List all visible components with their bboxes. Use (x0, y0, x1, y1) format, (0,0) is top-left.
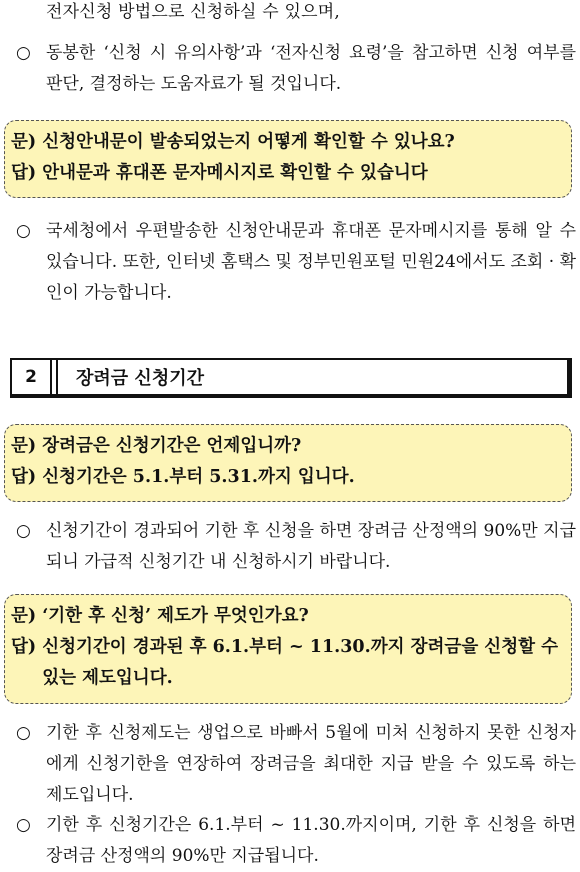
bullet-text: 기한 후 신청제도는 생업으로 바빠서 5월에 미처 신청하지 못한 신청자에게 신청기한을 연장하여 장려금을 최대한 지급 받을 수 있도록 하는 제도입니다. (46, 723, 576, 805)
answer-text: 안내문과 휴대폰 문자메시지로 확인할 수 있습니다 (42, 163, 428, 183)
question-prefix: 문) (11, 606, 37, 626)
text-line-fragment: 전자신청 방법으로 신청하실 수 있으며, (46, 2, 340, 22)
section-header (10, 358, 572, 398)
qa-box (4, 120, 572, 198)
bullet-item (16, 216, 576, 309)
bullet-text: 기한 후 신청기간은 6.1.부터 ~ 11.30.까지이며, 기한 후 신청을 하면 장려금 산정액의 90%만 지급됩니다. (46, 815, 576, 866)
section-title: 장려금 신청기간 (76, 368, 204, 389)
qa-box (4, 424, 572, 502)
bullet-circle: ○ (16, 43, 31, 63)
question-text: 신청안내문이 발송되었는지 어떻게 확인할 수 있나요? (42, 132, 455, 152)
bullet-text: 신청기간이 경과되어 기한 후 신청을 하면 장려금 산정액의 90%만 지급되니 가급적 신청기간 내 신청하시기 바랍니다. (46, 521, 576, 572)
bullet-circle: ○ (16, 521, 31, 541)
question-row (11, 601, 563, 632)
bullet-item (16, 810, 576, 872)
question-text: ‘기한 후 신청’ 제도가 무엇인가요? (42, 606, 309, 626)
answer-prefix: 답) (11, 163, 37, 183)
question-text: 장려금은 신청기간은 언제입니까? (42, 436, 302, 456)
bullet-text: 국세청에서 우편발송한 신청안내문과 휴대폰 문자메시지를 통해 알 수 있습니다. 또한, 인터넷 홈택스 및 정부민원포털 민원24에서도 조회 · 확인이 가능합니다. (46, 221, 576, 303)
bullet-item (16, 516, 576, 578)
question-prefix: 문) (11, 132, 37, 152)
bullet-text: 동봉한 ‘신청 시 유의사항’과 ‘전자신청 요령’을 참고하면 신청 여부를 판단, 결정하는 도움자료가 될 것입니다. (46, 43, 576, 94)
answer-row (11, 462, 563, 493)
answer-text: 신청기간이 경과된 후 6.1.부터 ~ 11.30.까지 장려금을 신청할 수 있는 제도입니다. (42, 637, 559, 688)
answer-row (11, 158, 563, 189)
answer-row (11, 632, 563, 694)
section-number: 2 (12, 360, 52, 394)
bullet-circle: ○ (16, 723, 31, 743)
answer-text: 신청기간은 5.1.부터 5.31.까지 입니다. (42, 467, 355, 487)
bullet-item (16, 38, 576, 100)
bullet-item (16, 718, 576, 811)
question-prefix: 문) (11, 436, 37, 456)
question-row (11, 127, 563, 158)
answer-prefix: 답) (11, 467, 37, 487)
answer-prefix: 답) (11, 637, 37, 657)
qa-box (4, 594, 572, 704)
bullet-circle: ○ (16, 815, 31, 835)
bullet-circle: ○ (16, 221, 31, 241)
question-row (11, 431, 563, 462)
